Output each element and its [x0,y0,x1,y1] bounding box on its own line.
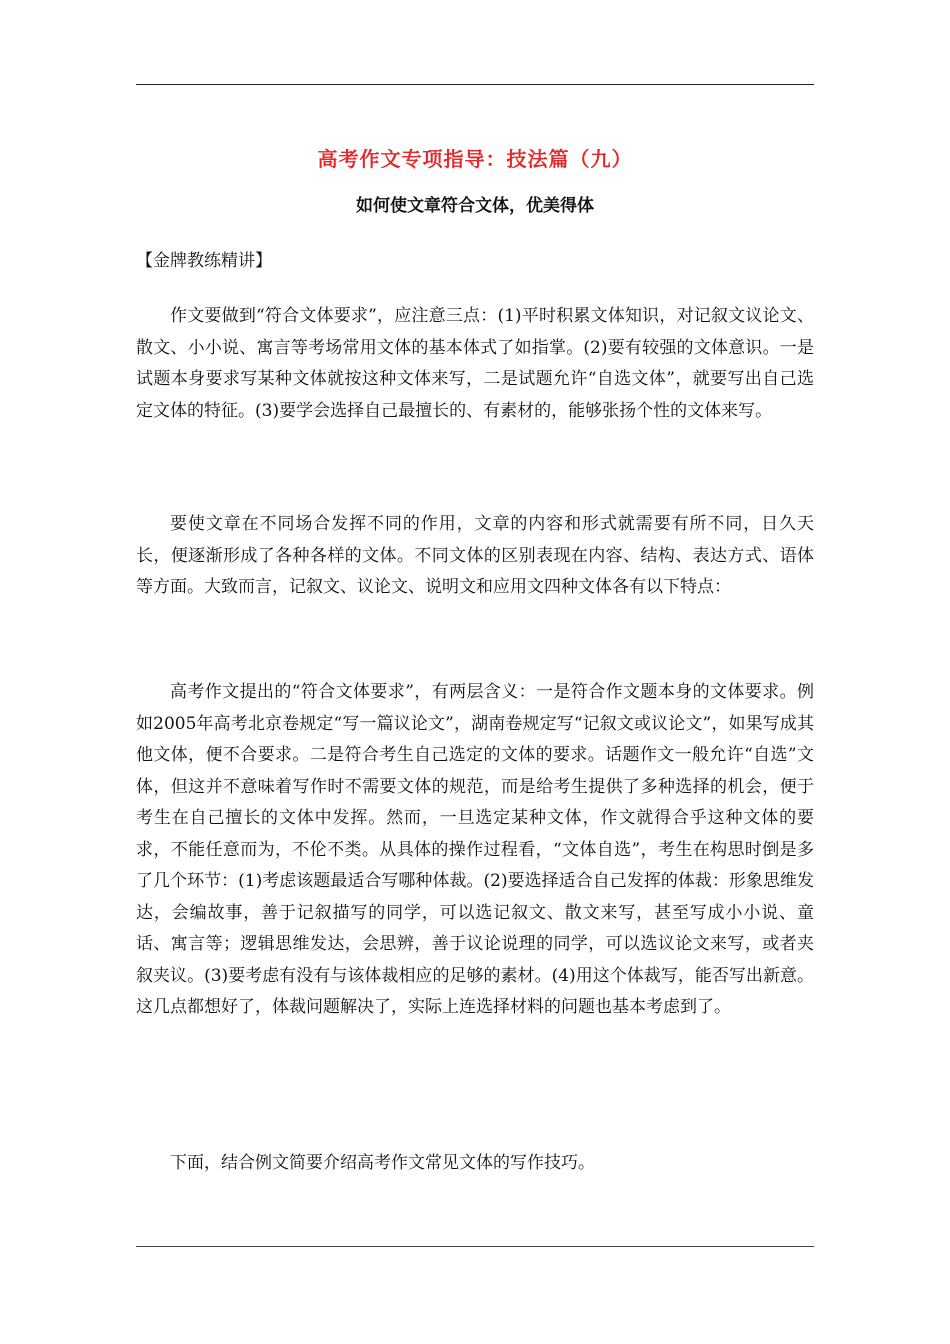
paragraph-4: 下面，结合例文简要介绍高考作文常见文体的写作技巧。 [170,1153,595,1173]
header-rule [136,84,814,85]
paragraph-1: 作文要做到“符合文体要求”，应注意三点：(1)平时积累文体知识，对记叙文议论文、散文、小小说、寓言等考场常用文体的基本体式了如指掌。(2)要有较强的文体意识。一是试题本身要求写某种文体就按这种文体来写，二是试题允许“自选文体”，就要写出自己选定文体的特征。(3)要学会选择自己最擅长的、有素材的，能够张扬个性的文体来写。 [136,306,814,421]
paragraph-2: 要使文章在不同场合发挥不同的作用，文章的内容和形式就需要有所不同，日久天长，便逐渐形成了各种各样的文体。不同文体的区别表现在内容、结构、表达方式、语体等方面。大致而言，记叙文、议论文、说明文和应用文四种文体各有以下特点： [136,514,814,597]
paragraph-3: 高考作文提出的“符合文体要求”，有两层含义：一是符合作文题本身的文体要求。例如2005年高考北京卷规定“写一篇议论文”，湖南卷规定写“记叙文或议论文”，如果写成其他文体，便不合要求。二是符合考生自己选定的文体的要求。话题作文一般允许“自选”文体，但这并不意味着写作时不需要文体的规范，而是给考生提供了多种选择的机会，便于考生在自己擅长的文体中发挥。然而，一旦选定某种文体，作文就得合乎这种文体的要求，不能任意而为，不伦不类。从具体的操作过程看，“文体自选”，考生在构思时倒是多了几个环节：(1)考虑该题最适合写哪种体裁。(2)要选择适合自己发挥的体裁：形象思维发达，会编故事，善于记叙描写的同学，可以选记叙文、散文来写，甚至写成小小说、童话、寓言等；逻辑思维发达，会思辨，善于议论说理的同学，可以选议论文来写，或者夹叙夹议。(3)要考虑有没有与该体裁相应的足够的素材。(4)用这个体裁写，能否写出新意。这几点都想好了，体裁问题解决了，实际上连选择材料的问题也基本考虑到了。 [136,682,814,1017]
page-title: 高考作文专项指导：技法篇（九） [317,147,633,171]
section-label: 【金牌教练精讲】 [136,251,272,271]
page-subtitle: 如何使文章符合文体，优美得体 [356,196,594,216]
footer-rule [136,1246,814,1247]
